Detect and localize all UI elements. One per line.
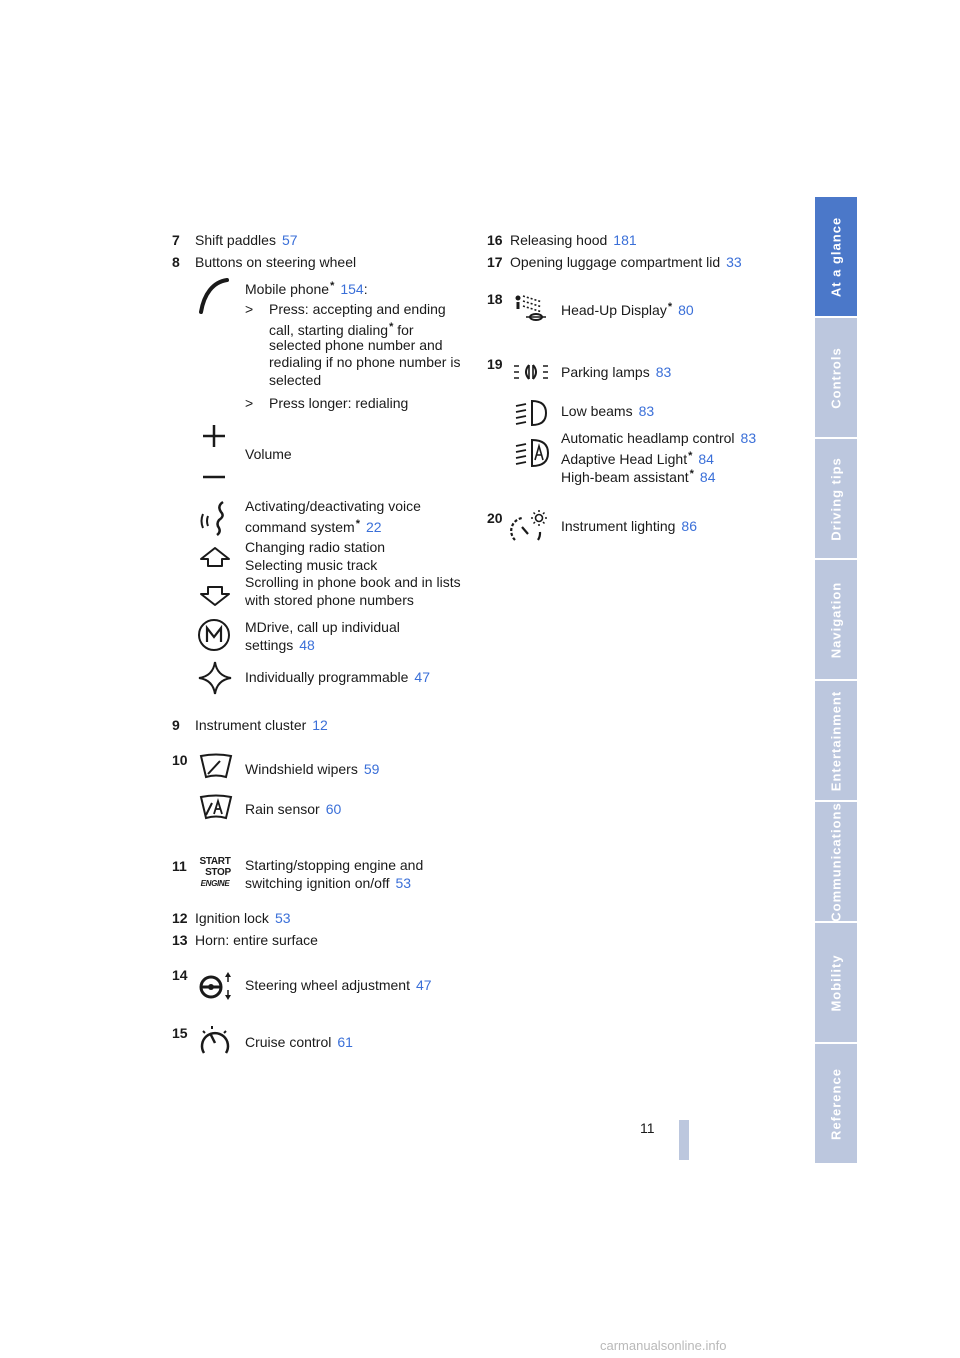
page-ref-link[interactable]: 60 <box>325 801 342 817</box>
page-ref-link[interactable]: 154 <box>340 281 364 297</box>
tab-navigation[interactable]: Navigation <box>815 560 857 679</box>
programmable-label: Individually programmable 47 <box>245 669 430 685</box>
wipers-label: Windshield wipers 59 <box>245 761 380 777</box>
tab-entertainment[interactable]: Entertainment <box>815 681 857 800</box>
page-ref-link[interactable]: 12 <box>312 717 328 733</box>
page-ref-link[interactable]: 83 <box>638 403 655 419</box>
page-ref-link[interactable]: 22 <box>365 519 382 535</box>
phone-icon <box>199 276 229 316</box>
arrow-up-icon <box>199 546 231 568</box>
steering-wheel-adjust-icon <box>198 970 234 1002</box>
page-ref-link[interactable]: 80 <box>678 302 694 318</box>
item-10-number: 10 <box>172 752 188 768</box>
press-longer-text: Press longer: redialing <box>269 395 409 411</box>
item-7: 7 Shift paddles 57 <box>172 232 298 248</box>
head-up-display-icon <box>512 292 550 322</box>
start-stop-icon: START STOP ENGINE <box>199 856 231 888</box>
item-18-number: 18 <box>487 291 503 307</box>
page-ref-link[interactable]: 61 <box>337 1034 353 1050</box>
low-beams-label: Low beams 83 <box>561 403 655 419</box>
page-ref-link[interactable]: 59 <box>363 761 380 777</box>
arrow-down-icon <box>199 585 231 607</box>
page-ref-link[interactable]: 53 <box>274 910 291 926</box>
watermark: carmanualsonline.info <box>600 1338 727 1353</box>
minus-icon <box>201 474 227 480</box>
radio-line-2: Selecting music track <box>245 557 378 573</box>
auto-headlamp-label: Automatic headlamp control 83 <box>561 430 757 446</box>
page-marker-bar <box>679 1120 689 1160</box>
section-tabs <box>815 197 857 1165</box>
instrument-lighting-icon <box>510 508 550 542</box>
press-line-5: selected <box>269 372 322 388</box>
item-17: 17 Opening luggage compartment lid 33 <box>487 254 742 270</box>
page-ref-link[interactable]: 47 <box>416 977 432 993</box>
rain-sensor-icon <box>198 793 234 821</box>
voice-line-2: command system* 22 <box>245 518 382 535</box>
cruise-control-label: Cruise control 61 <box>245 1034 353 1050</box>
steering-adjust-label: Steering wheel adjustment 47 <box>245 977 432 993</box>
instrument-lighting-label: Instrument lighting 86 <box>561 518 697 534</box>
page-ref-link[interactable]: 86 <box>681 518 697 534</box>
item-19-number: 19 <box>487 356 503 372</box>
mdrive-icon <box>197 618 231 652</box>
page-ref-link[interactable]: 84 <box>699 469 716 485</box>
tab-at-a-glance[interactable]: At a glance <box>815 197 857 316</box>
page-ref-link[interactable]: 181 <box>613 232 637 248</box>
press-line-4: redialing if no phone number is <box>269 354 461 370</box>
hud-label: Head-Up Display* 80 <box>561 301 694 318</box>
parking-lamps-label: Parking lamps 83 <box>561 364 672 380</box>
press-line-2: call, starting dialing* for <box>269 321 414 338</box>
automatic-headlamp-icon <box>514 436 550 468</box>
tab-driving-tips[interactable]: Driving tips <box>815 439 857 558</box>
item-11-number: 11 <box>172 858 187 874</box>
item-14-number: 14 <box>172 967 188 983</box>
item-8: 8 Buttons on steering wheel <box>172 254 357 270</box>
adaptive-headlight-label: Adaptive Head Light* 84 <box>561 450 714 467</box>
mobile-phone-label: Mobile phone* 154: <box>245 280 368 297</box>
tab-reference[interactable]: Reference <box>815 1044 857 1163</box>
page-ref-link[interactable]: 83 <box>740 430 757 446</box>
radio-line-1: Changing radio station <box>245 539 386 555</box>
windshield-wiper-icon <box>198 752 234 780</box>
volume-label: Volume <box>245 446 292 462</box>
page-ref-link[interactable]: 57 <box>281 232 298 248</box>
start-stop-line-1: Starting/stopping engine and <box>245 857 424 873</box>
voice-command-icon <box>199 500 233 536</box>
radio-line-3: Scrolling in phone book and in lists <box>245 574 461 590</box>
page-ref-link[interactable]: 84 <box>698 451 714 467</box>
mdrive-line-1: MDrive, call up individual <box>245 619 400 635</box>
page-ref-link[interactable]: 53 <box>395 875 412 891</box>
tab-controls[interactable]: Controls <box>815 318 857 437</box>
tab-communications[interactable]: Communications <box>815 802 857 921</box>
item-12: 12 Ignition lock 53 <box>172 910 291 926</box>
cruise-control-icon <box>198 1025 232 1057</box>
start-stop-line-2: switching ignition on/off 53 <box>245 875 412 891</box>
rain-sensor-label: Rain sensor 60 <box>245 801 342 817</box>
parking-lamps-icon <box>512 362 550 382</box>
item-20-number: 20 <box>487 510 503 526</box>
bullet-press: > <box>245 301 254 317</box>
item-9: 9 Instrument cluster 12 <box>172 717 328 733</box>
high-beam-assistant-label: High-beam assistant* 84 <box>561 468 716 485</box>
low-beams-icon <box>514 398 548 428</box>
item-13: 13 Horn: entire surface <box>172 932 318 948</box>
press-line-3: selected phone number and <box>269 337 443 353</box>
radio-line-4: with stored phone numbers <box>245 592 414 608</box>
page-ref-link[interactable]: 33 <box>726 254 742 270</box>
page-ref-link[interactable]: 47 <box>414 669 430 685</box>
programmable-star-icon <box>197 660 233 696</box>
item-16: 16 Releasing hood 181 <box>487 232 637 248</box>
tab-mobility[interactable]: Mobility <box>815 923 857 1042</box>
press-line-1: Press: accepting and ending <box>269 301 446 317</box>
voice-line-1: Activating/deactivating voice <box>245 498 421 514</box>
plus-icon <box>201 423 227 449</box>
page-ref-link[interactable]: 83 <box>655 364 672 380</box>
bullet-press-longer: > <box>245 395 254 411</box>
page-number: 11 <box>640 1120 655 1136</box>
mdrive-line-2: settings 48 <box>245 637 315 653</box>
page-ref-link[interactable]: 48 <box>299 637 315 653</box>
item-15-number: 15 <box>172 1025 188 1041</box>
